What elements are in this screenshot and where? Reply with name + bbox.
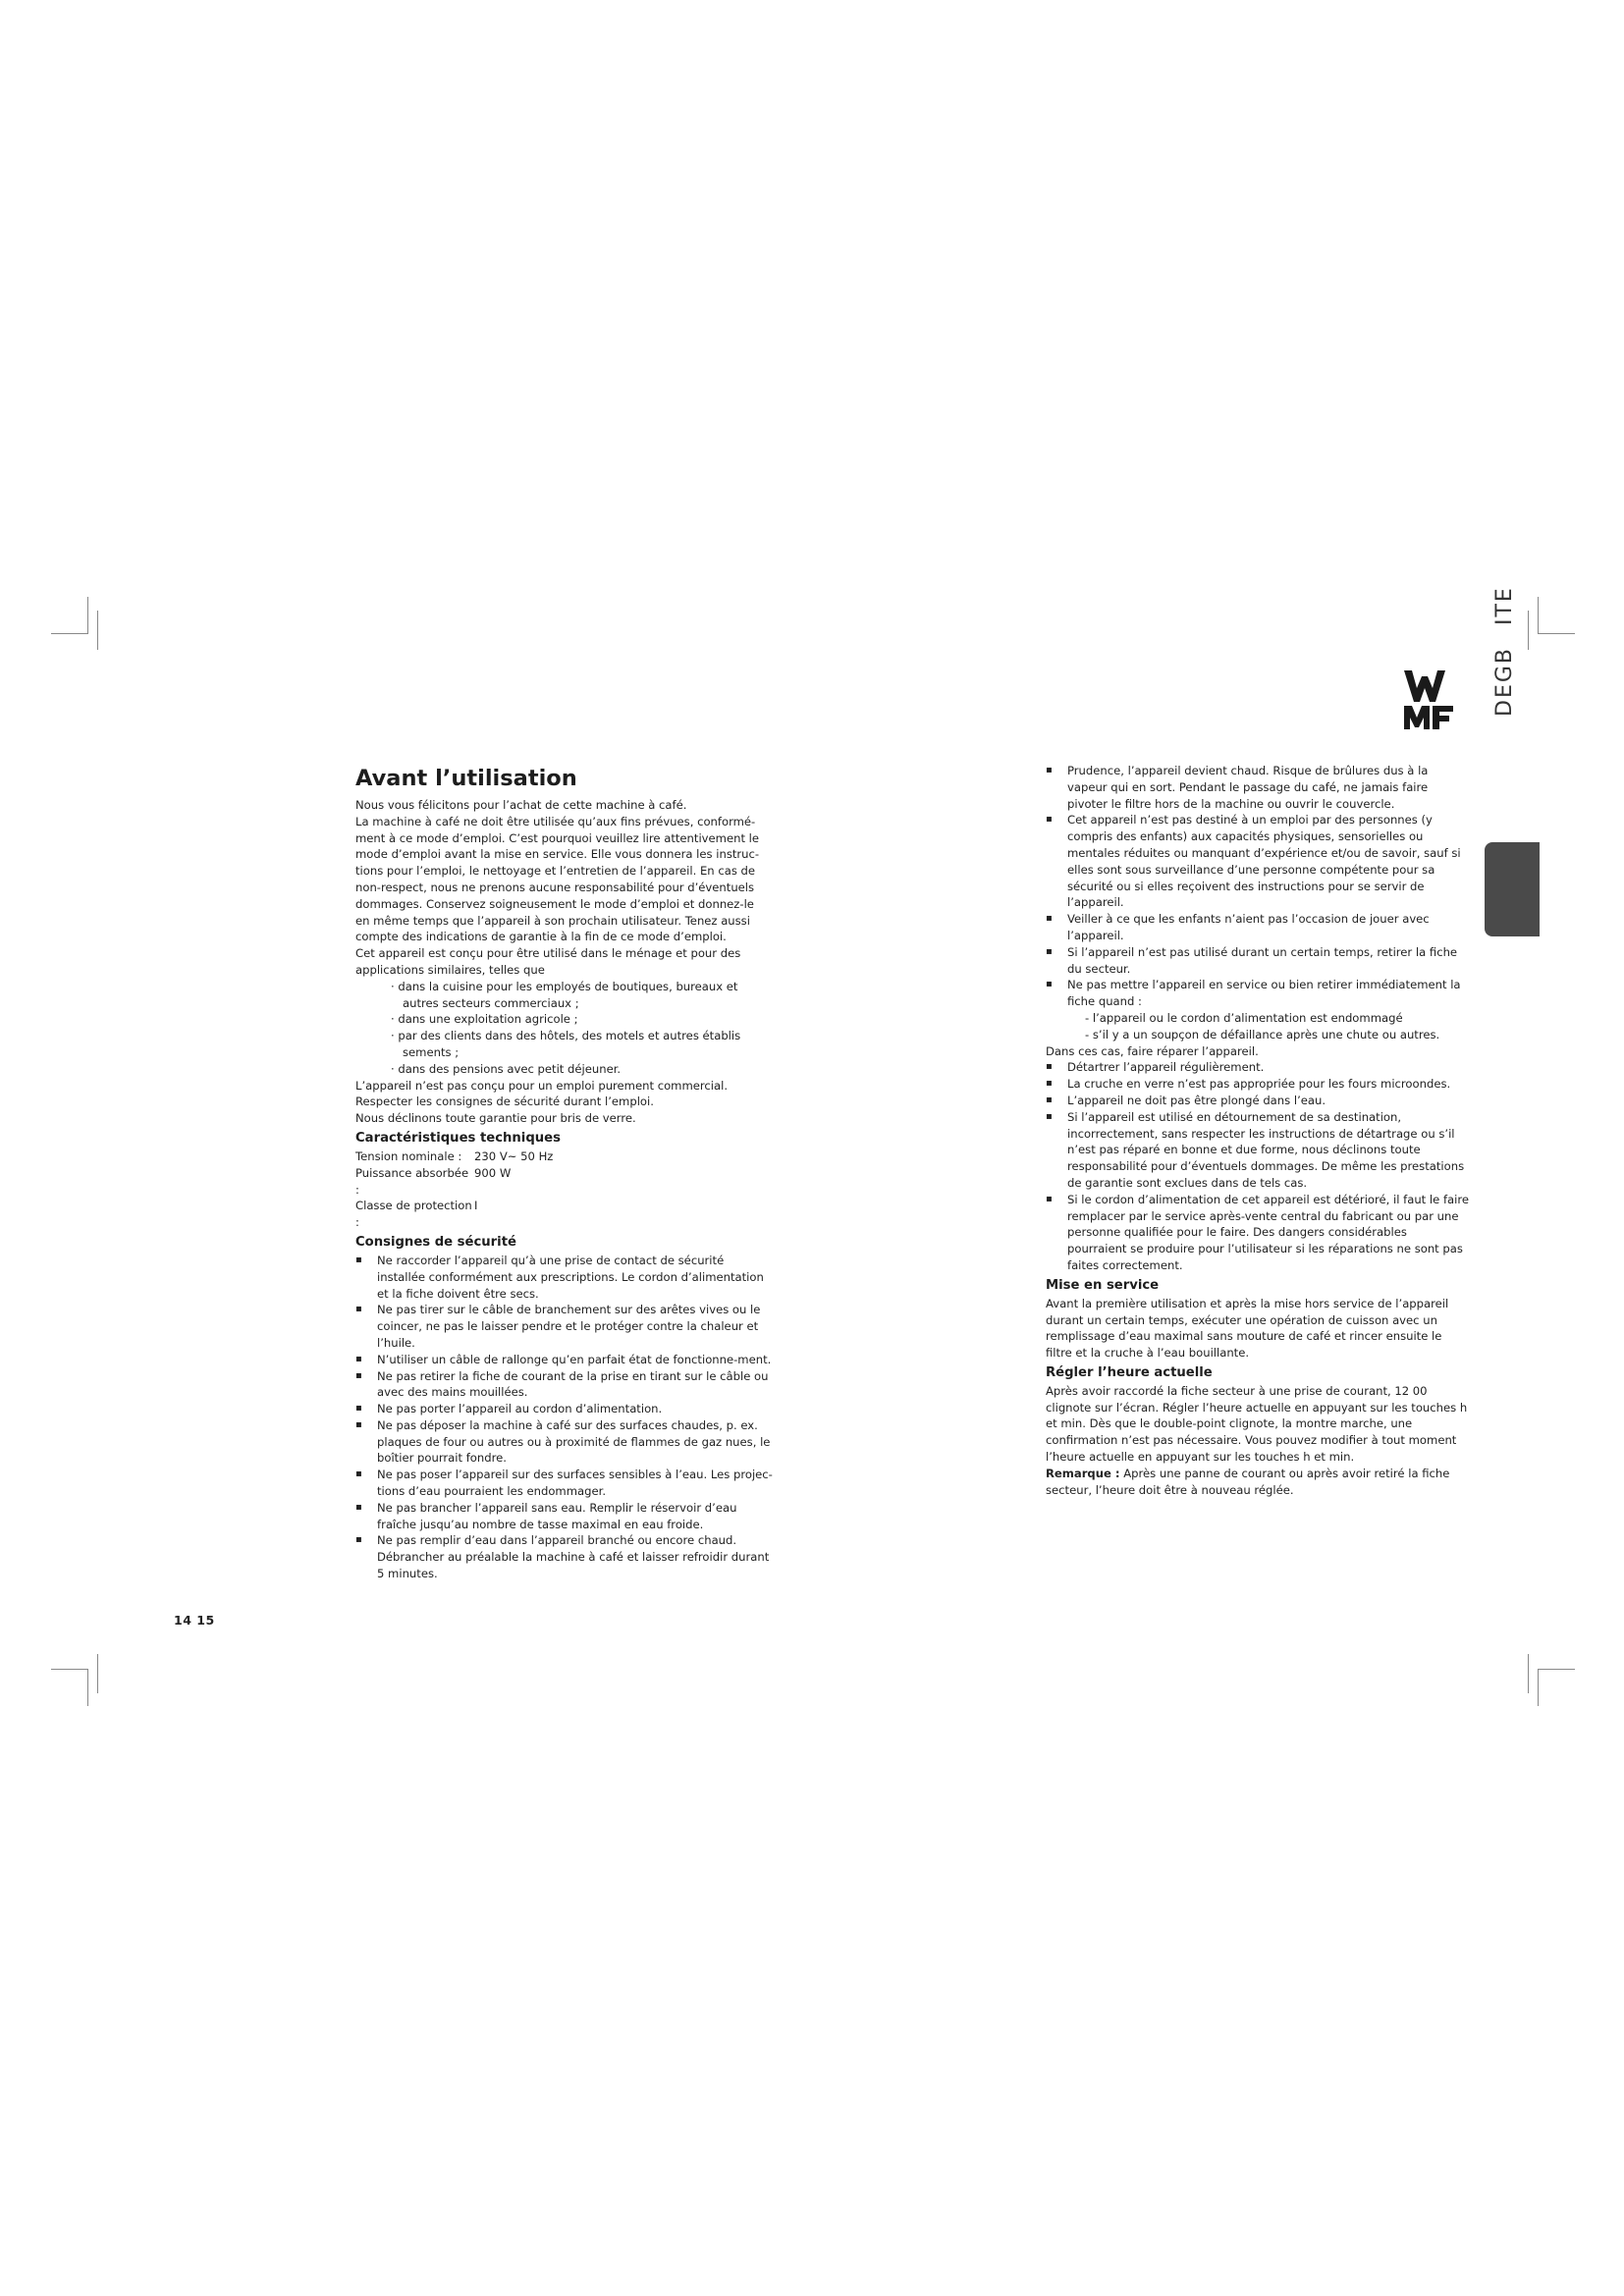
intro-line: Cet appareil est conçu pour être utilisé dans le ménage et pour des bbox=[355, 946, 741, 961]
intro-line: en même temps que l’appareil à son prochain utilisateur. Tenez aussi bbox=[355, 913, 750, 928]
language-label bbox=[1492, 586, 1551, 717]
brand-text: WMF bbox=[1402, 668, 1405, 669]
safety-item: ▪ Si l’appareil n’est pas utilisé durant un certain temps, retirer la fiche du secteur. bbox=[1046, 944, 1470, 978]
remarque-text: Après une panne de courant ou après avoir retiré la fiche secteur, l’heure doit être à nouveau réglée. bbox=[1046, 1466, 1450, 1497]
spec-label: Classe de protection : bbox=[355, 1199, 472, 1230]
safety-item: ▪ Ne pas poser l’appareil sur des surfaces sensibles à l’eau. Les projec-tions d’eau pourraient les endommager. bbox=[355, 1467, 773, 1500]
remarque bbox=[1046, 1466, 1470, 1499]
crop-mark bbox=[51, 633, 88, 634]
use-item: · dans des pensions avec petit déjeuner. bbox=[391, 1061, 622, 1076]
use-item: · par des clients dans des hôtels, des motels et autres établis bbox=[391, 1029, 741, 1043]
safety-item: ▪ Ne pas retirer la fiche de courant de la prise en tirant sur le câble ou avec des mains mouillées. bbox=[355, 1368, 773, 1402]
spec-row bbox=[355, 1165, 773, 1199]
crop-mark bbox=[97, 611, 98, 650]
safety-item: ▪ Veiller à ce que les enfants n’aient pas l’occasion de jouer avec l’appareil. bbox=[1046, 911, 1470, 944]
safety-list-continued bbox=[1046, 763, 1470, 1010]
use-item: · dans la cuisine pour les employés de boutiques, bureaux et bbox=[391, 979, 738, 993]
page-title: Avant l’utilisation bbox=[355, 766, 577, 791]
use-item: sements ; bbox=[403, 1044, 460, 1059]
condition-item: - s’il y a un soupçon de défaillance après une chute ou autres. bbox=[1085, 1027, 1440, 1041]
outro-line: L’appareil n’est pas conçu pour un emploi purement commercial. bbox=[355, 1078, 728, 1093]
uses-list bbox=[355, 979, 773, 1078]
outro-line: Nous déclinons toute garantie pour bris de verre. bbox=[355, 1111, 636, 1126]
outro-line: Respecter les consignes de sécurité durant l’emploi. bbox=[355, 1095, 654, 1109]
spec-value: 230 V~ 50 Hz bbox=[474, 1148, 554, 1163]
spec-value: 900 W bbox=[474, 1165, 512, 1180]
crop-mark bbox=[1528, 1654, 1529, 1693]
safety-item: ▪ Ne pas mettre l’appareil en service ou bien retirer immédiatement la fiche quand : bbox=[1046, 977, 1470, 1010]
safety-item: ▪ La cruche en verre n’est pas appropriée pour les fours microondes. bbox=[1046, 1076, 1470, 1093]
crop-mark bbox=[1538, 1669, 1539, 1706]
mise-text: Avant la première utilisation et après la mise hors service de l’appareil durant un certain temps, exécuter une opération de cuisson avec un remplissage d’eau maximal sans mouture de café et rincer ensuite le filtre et la cruche à l’eau bouillante. bbox=[1046, 1296, 1449, 1361]
intro-line: applications similaires, telles que bbox=[355, 962, 545, 977]
wmf-logo bbox=[1402, 668, 1457, 732]
safety-list bbox=[355, 1253, 773, 1582]
safety-item: ▪ Si le cordon d’alimentation de cet appareil est détérioré, il faut le faire remplacer par le service après-vente central du fabricant ou par une personne qualifiée pour le faire. Des dangers considérables pourraient se produire pour l’utilisateur si les réparations ne sont pas faites correctement. bbox=[1046, 1192, 1470, 1274]
intro-line: ment à ce mode d’emploi. C’est pourquoi veuillez lire attentivement le bbox=[355, 830, 760, 845]
intro-line: tions pour l’emploi, le nettoyage et l’entretien de l’appareil. En cas de bbox=[355, 864, 756, 879]
intro-line: non-respect, nous ne prenons aucune responsabilité pour d’éventuels bbox=[355, 880, 755, 894]
safety-item: ▪ Ne pas tirer sur le câble de branchement sur des arêtes vives ou le coincer, ne pas le laisser pendre et le protéger contre la chaleur et l’huile. bbox=[355, 1302, 773, 1351]
condition-item: - l’appareil ou le cordon d’alimentation est endommagé bbox=[1085, 1010, 1403, 1025]
mise-heading: Mise en service bbox=[1046, 1277, 1160, 1293]
use-item: · dans une exploitation agricole ; bbox=[391, 1012, 578, 1027]
safety-item: ▪ Ne pas déposer la machine à café sur des surfaces chaudes, p. ex. plaques de four ou autres ou à proximité de flammes de gaz nues, le boîtier pourrait fondre. bbox=[355, 1417, 773, 1467]
use-item: autres secteurs commerciaux ; bbox=[403, 995, 579, 1010]
safety-item: ▪ Ne pas brancher l’appareil sans eau. Remplir le réservoir d’eau fraîche jusqu’au nombre de tasse maximal en eau froide. bbox=[355, 1500, 773, 1533]
intro-line: compte des indications de garantie à la fin de ce mode d’emploi. bbox=[355, 930, 727, 944]
safety-item: ▪ Détartrer l’appareil régulièrement. bbox=[1046, 1059, 1470, 1076]
lang-codes: DEGB bbox=[1492, 647, 1517, 717]
spec-row bbox=[355, 1198, 773, 1231]
lang-current: ITE bbox=[1492, 586, 1517, 626]
section-tab bbox=[1485, 842, 1540, 936]
crop-mark bbox=[97, 1654, 98, 1693]
safety-item: ▪ Ne pas porter l’appareil au cordon d’alimentation. bbox=[355, 1401, 773, 1417]
specs-table bbox=[355, 1148, 773, 1231]
safety-list-2 bbox=[1046, 1059, 1470, 1273]
intro-line: La machine à café ne doit être utilisée qu’aux fins prévues, conformé- bbox=[355, 814, 756, 828]
safety-heading: Consignes de sécurité bbox=[355, 1234, 516, 1250]
intro-text bbox=[355, 797, 773, 979]
safety-item: ▪ Si l’appareil est utilisé en détournement de sa destination, incorrectement, sans respecter les instructions de détartrage ou s’il n’est pas réparé en bonne et due forme, nous déclinons toute responsabilité pour d’éventuels dommages. De même les prestations de garantie sont exclues dans de tels cas. bbox=[1046, 1109, 1470, 1192]
spec-label: Tension nominale : bbox=[355, 1148, 462, 1163]
specs-heading: Caractéristiques techniques bbox=[355, 1130, 561, 1146]
page-numbers: 14 15 bbox=[174, 1613, 215, 1628]
safety-item: ▪ Prudence, l’appareil devient chaud. Risque de brûlures dus à la vapeur qui en sort. Pendant le passage du café, ne jamais faire pivoter le filtre hors de la machine ou ouvrir le couvercle. bbox=[1046, 763, 1470, 812]
crop-mark bbox=[87, 1669, 88, 1706]
conditions-list bbox=[1046, 1010, 1470, 1043]
left-column bbox=[355, 766, 773, 1582]
crop-mark bbox=[87, 597, 88, 634]
spec-row bbox=[355, 1148, 773, 1165]
spec-label: Puissance absorbée : bbox=[355, 1165, 469, 1197]
crop-mark bbox=[51, 1669, 88, 1670]
outro-text bbox=[355, 1078, 773, 1127]
intro-line: dommages. Conservez soigneusement le mode d’emploi et donnez-le bbox=[355, 896, 754, 911]
repair-note: Dans ces cas, faire réparer l’appareil. bbox=[1046, 1043, 1259, 1058]
intro-line: mode d’emploi avant la mise en service. Elle vous donnera les instruc- bbox=[355, 847, 760, 862]
intro-line: Nous vous félicitons pour l’achat de cette machine à café. bbox=[355, 798, 687, 812]
crop-mark bbox=[1538, 1669, 1575, 1670]
safety-item: ▪ Ne raccorder l’appareil qu’à une prise de contact de sécurité installée conformément aux prescriptions. Le cordon d’alimentation et la fiche doivent être secs. bbox=[355, 1253, 773, 1302]
safety-item: ▪ Cet appareil n’est pas destiné à un emploi par des personnes (y compris des enfants) aux capacités physiques, sensorielles ou mentales réduites ou manquant d’expérience et/ou de savoir, sauf si elles sont sous surveillance d’une personne compétente pour sa sécurité ou si elles reçoivent des instructions pour se servir de l’appareil. bbox=[1046, 812, 1470, 911]
heure-heading: Régler l’heure actuelle bbox=[1046, 1364, 1213, 1380]
right-column bbox=[1046, 763, 1470, 1498]
safety-item: ▪ Ne pas remplir d’eau dans l’appareil branché ou encore chaud. Débrancher au préalable la machine à café et laisser refroidir durant 5 minutes. bbox=[355, 1532, 773, 1581]
safety-item: ▪ L’appareil ne doit pas être plongé dans l’eau. bbox=[1046, 1093, 1470, 1109]
remarque-label: Remarque : bbox=[1046, 1466, 1120, 1480]
heure-text: Après avoir raccordé la fiche secteur à une prise de courant, 12 00 clignote sur l’écran. Régler l’heure actuelle en appuyant sur les touches h et min. Dès que le double-point clignote, la montre marche, une confirmation n’est pas nécessaire. Vous pouvez modifier à tout moment l’heure actuelle en appuyant sur les touches h et min. bbox=[1046, 1383, 1468, 1465]
safety-item: ▪ N’utiliser un câble de rallonge qu’en parfait état de fonctionne-ment. bbox=[355, 1352, 773, 1368]
spec-value: I bbox=[474, 1199, 478, 1213]
